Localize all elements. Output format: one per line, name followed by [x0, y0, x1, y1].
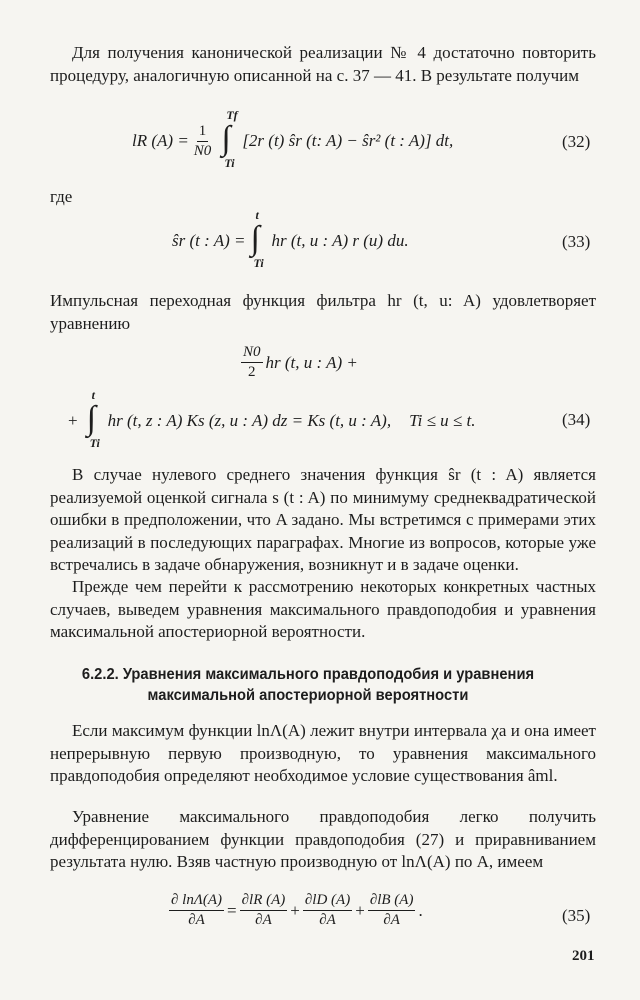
eq32-frac-den: N0 [193, 142, 212, 159]
eq32-body: [2r (t) ŝr (t: A) − ŝr² (t : A)] dt, [242, 131, 454, 150]
equation-number-33: (33) [562, 232, 591, 251]
eq35-term-4-den: ∂A [383, 912, 400, 928]
page-number: 201 [572, 948, 595, 964]
eq32-lhs: lR (A) = [132, 131, 189, 150]
eq35-term-3-num: ∂lD (A) [303, 892, 352, 911]
equation-35 [166, 892, 423, 929]
section-heading [78, 664, 538, 706]
equation-32 [132, 108, 454, 170]
eq33-body: hr (t, u : A) r (u) du. [271, 231, 409, 250]
section-title-line-1: Уравнения максимального правдоподобия и уравнения [122, 666, 535, 683]
eq35-term-4 [368, 892, 416, 929]
eq32-integral [218, 108, 240, 170]
eq34-frac-num: N0 [241, 344, 263, 363]
equation-number-34: (34) [562, 410, 591, 429]
eq34-fraction [241, 344, 263, 381]
eq33-lower-limit: Ti [253, 256, 264, 270]
eq35-term-1-num: ∂ lnΛ(A) [169, 892, 224, 911]
eq33-upper-limit: t [255, 208, 259, 222]
paragraph-impulse: Импульсная переходная функция фильтра hr (t, u: A) удовлетворяет уравнению [50, 291, 596, 333]
eq32-fraction [192, 123, 214, 160]
eq35-term-3 [303, 892, 352, 929]
paragraph-before: Прежде чем перейти к рассмотрению некоторых конкретных частных случаев, выведем уравнения максимального правдоподобия и уравнения максимальной апостериорной вероятности. [50, 577, 596, 641]
eq34-plus-sign: + [68, 411, 78, 430]
eq35-term-1-den: ∂A [188, 912, 205, 928]
paragraph-where: где [50, 187, 73, 206]
equation-34-line-1 [238, 344, 358, 381]
paragraph-ml-equation: Уравнение максимального правдоподобия легко получить дифференцированием функции правдоподобия (27) и приравниванием результата нулю. Взяв частную производную от lnΛ(A) по A, имеем [50, 807, 596, 871]
paragraph-intro: Для получения канонической реализации № 4 достаточно повторить процедуру, аналогичную описанной на с. 37 — 41. В результате получим [50, 43, 596, 85]
eq34-line2-body: hr (t, z : A) Ks (z, u : A) dz = Ks (t, u : A), [107, 411, 392, 430]
section-title-line-2: максимальной апостериорной вероятности [147, 687, 469, 704]
eq34-frac-den: 2 [248, 364, 256, 380]
eq35-term-3-den: ∂A [319, 912, 336, 928]
eq35-equals: = [227, 900, 237, 920]
eq34-condition: Ti ≤ u ≤ t. [409, 411, 476, 430]
eq34-integral [84, 388, 106, 450]
equation-number-35: (35) [562, 906, 591, 925]
eq35-term-4-num: ∂lB (A) [368, 892, 416, 911]
section-number: 6.2.2. [81, 666, 119, 683]
eq34-line1-body: hr (t, u : A) + [265, 352, 358, 372]
eq32-frac-num: 1 [197, 123, 209, 142]
eq35-term-2 [240, 892, 288, 929]
eq35-plus-1: + [290, 900, 300, 920]
integral-sign-icon: ∫ [86, 400, 96, 437]
eq34-lower-limit: Ti [89, 436, 100, 450]
paragraph-if-max: Если максимум функции lnΛ(A) лежит внутри интервала χa и она имеет непрерывную первую производную, то уравнения максимального правдоподобия определяют необходимое условие существования âml. [50, 721, 596, 785]
eq35-term-2-den: ∂A [255, 912, 272, 928]
eq32-lower-limit: Ti [224, 156, 235, 170]
paragraph-zero-mean: В случае нулевого среднего значения функция ŝr (t : A) является реализуемой оценкой сигнала s (t : A) по минимуму среднеквадратической ошибки в предположении, что A задано. Мы встретимся с примерами этих реализаций в последующих параграфах. Многие из вопросов, которые уже встречались в задаче обнаружения, возникнут и в задаче оценки. [50, 465, 596, 574]
equation-34-line-2 [68, 388, 476, 450]
eq32-upper-limit: Tf [226, 108, 238, 122]
eq35-period: . [418, 900, 423, 920]
section-heading-line-1 [78, 664, 538, 685]
eq35-term-2-num: ∂lR (A) [240, 892, 288, 911]
equation-33 [172, 208, 409, 270]
eq33-lhs: ŝr (t : A) = [172, 231, 246, 250]
eq35-plus-2: + [355, 900, 365, 920]
eq34-upper-limit: t [91, 388, 95, 402]
eq35-term-1 [169, 892, 224, 929]
integral-sign-icon: ∫ [221, 120, 231, 157]
eq33-integral [248, 208, 270, 270]
equation-number-32: (32) [562, 132, 591, 151]
integral-sign-icon: ∫ [250, 220, 260, 257]
